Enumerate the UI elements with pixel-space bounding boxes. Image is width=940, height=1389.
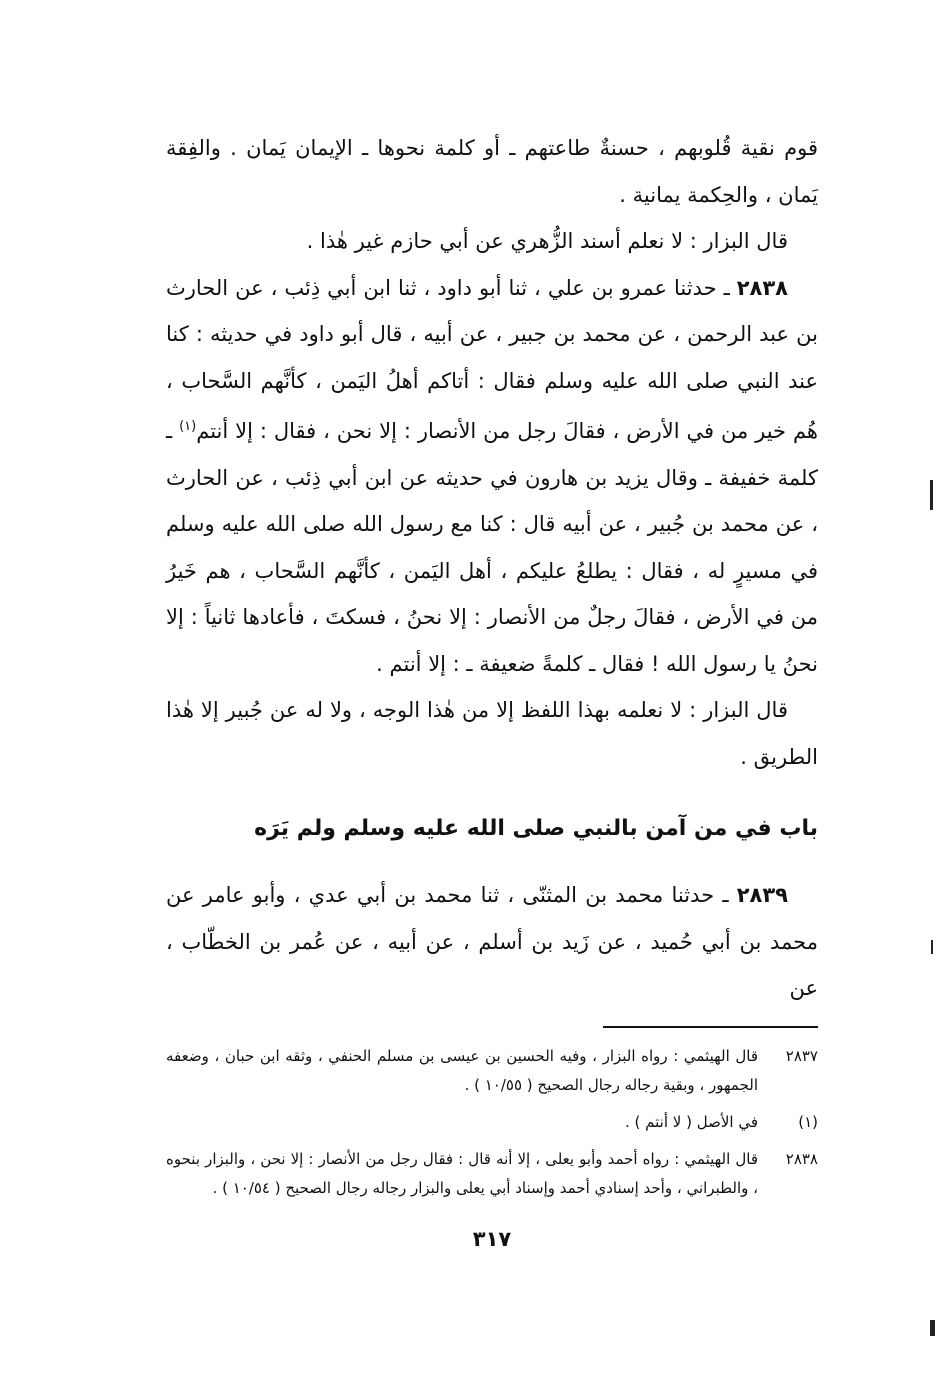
hadith-2838 (166, 265, 818, 688)
paragraph-bazzar-comment-2: قال البزار : لا نعلمه بهذا اللفظ إلا من هٰذا الوجه ، ولا له عن جُبير إلا هٰذا الطريق . (166, 698, 818, 769)
chapter-title: باب في من آمن بالنبي صلى الله عليه وسلم ولم يَرَه (254, 816, 818, 841)
scan-mark (930, 1320, 935, 1336)
main-text-block (166, 125, 818, 1012)
book-page (166, 125, 818, 1251)
footnote-text: في الأصل ( لا أنتم ) . (625, 1112, 758, 1131)
footnote-divider (603, 1026, 818, 1028)
scan-mark (931, 940, 933, 954)
footnote-item (166, 1108, 818, 1137)
footnote-item (166, 1145, 818, 1203)
footnote-number: ٢٨٣٨ (785, 1149, 818, 1168)
scan-mark (930, 480, 933, 510)
footnote-text: قال الهيثمي : رواه أحمد وأبو يعلى ، إلا أنه قال : فقال رجل من الأنصار : إلا نحن ، والبزار بنحوه ، والطبراني ، وأحد إسنادي أحمد وإسناد أبي يعلى والبزار رجاله رجال الصحيح ( ١٠/٥٤ ) . (166, 1149, 758, 1197)
hadith-number-2838: ٢٨٣٨ (736, 275, 788, 300)
hadith-2838-text-continued: ـ كلمة خفيفة ـ وقال يزيد بن هارون في حديثه عن ابن أبي ذِئب ، عن الحارث ، عن محمد بن جُبير ، عن أبيه قال : كنا مع رسول الله صلى الله عليه وسلم في مسيرٍ له ، فقال : يطلعُ عليكم ، أهل اليَمن ، كأنَّهم السَّحاب ، هم خَيرُ من في الأرض ، فقالَ رجلٌ من الأنصار : إلا نحنُ ، فسكتَ ، فأعادها ثانياً : إلا نحنُ يا رسول الله ! فقال ـ كلمةً ضعيفة ـ : إلا أنتم . (166, 419, 818, 676)
paragraph-bazzar-comment-1: قال البزار : لا نعلم أسند الزُّهري عن أبي حازم غير هٰذا . (306, 229, 788, 253)
hadith-2839 (166, 872, 818, 1012)
footnote-item (166, 1042, 818, 1100)
footnote-number: ٢٨٣٧ (785, 1046, 818, 1065)
footnote-text: قال الهيثمي : رواه البزار ، وفيه الحسين بن عيسى بن مسلم الحنفي ، وثقه ابن حبان ، وضعفه الجمهور ، وبقية رجاله رجال الصحيح ( ١٠/٥٥ ) . (166, 1046, 758, 1094)
footnote-reference: (١) (179, 419, 197, 434)
footnotes-section (166, 1042, 818, 1203)
hadith-number-2839: ٢٨٣٩ (736, 883, 788, 907)
hadith-2839-text: ـ حدثنا محمد بن المثنّى ، ثنا محمد بن أبي عدي ، وأبو عامر عن محمد بن أبي حُميد ، عن زَيد بن أسلم ، عن أبيه ، عن عُمر بن الخطّاب ، عن (166, 883, 818, 1000)
page-number: ٣١٧ (472, 1226, 512, 1251)
footnote-number: (١) (798, 1112, 818, 1131)
hadith-2838-text: ـ حدثنا عمرو بن علي ، ثنا أبو داود ، ثنا ابن أبي ذِئب ، عن الحارث بن عبد الرحمن ، عن محمد بن جبير ، عن أبيه ، قال أبو داود في حديثه : كنا عند النبي صلى الله عليه وسلم فقال : أتاكم أهلُ اليَمن ، كأنَّهم السَّحاب ، هُم خير من في الأرض ، فقالَ رجل من الأنصار : إلا نحن ، فقال : إلا أنتم (166, 275, 819, 443)
paragraph-continuation: قوم نقية قُلوبهم ، حسنةٌ طاعتهم ـ أو كلمة نحوها ـ الإيمان يَمان . والفِقة يَمان ، والحِكمة يمانية . (166, 136, 818, 207)
